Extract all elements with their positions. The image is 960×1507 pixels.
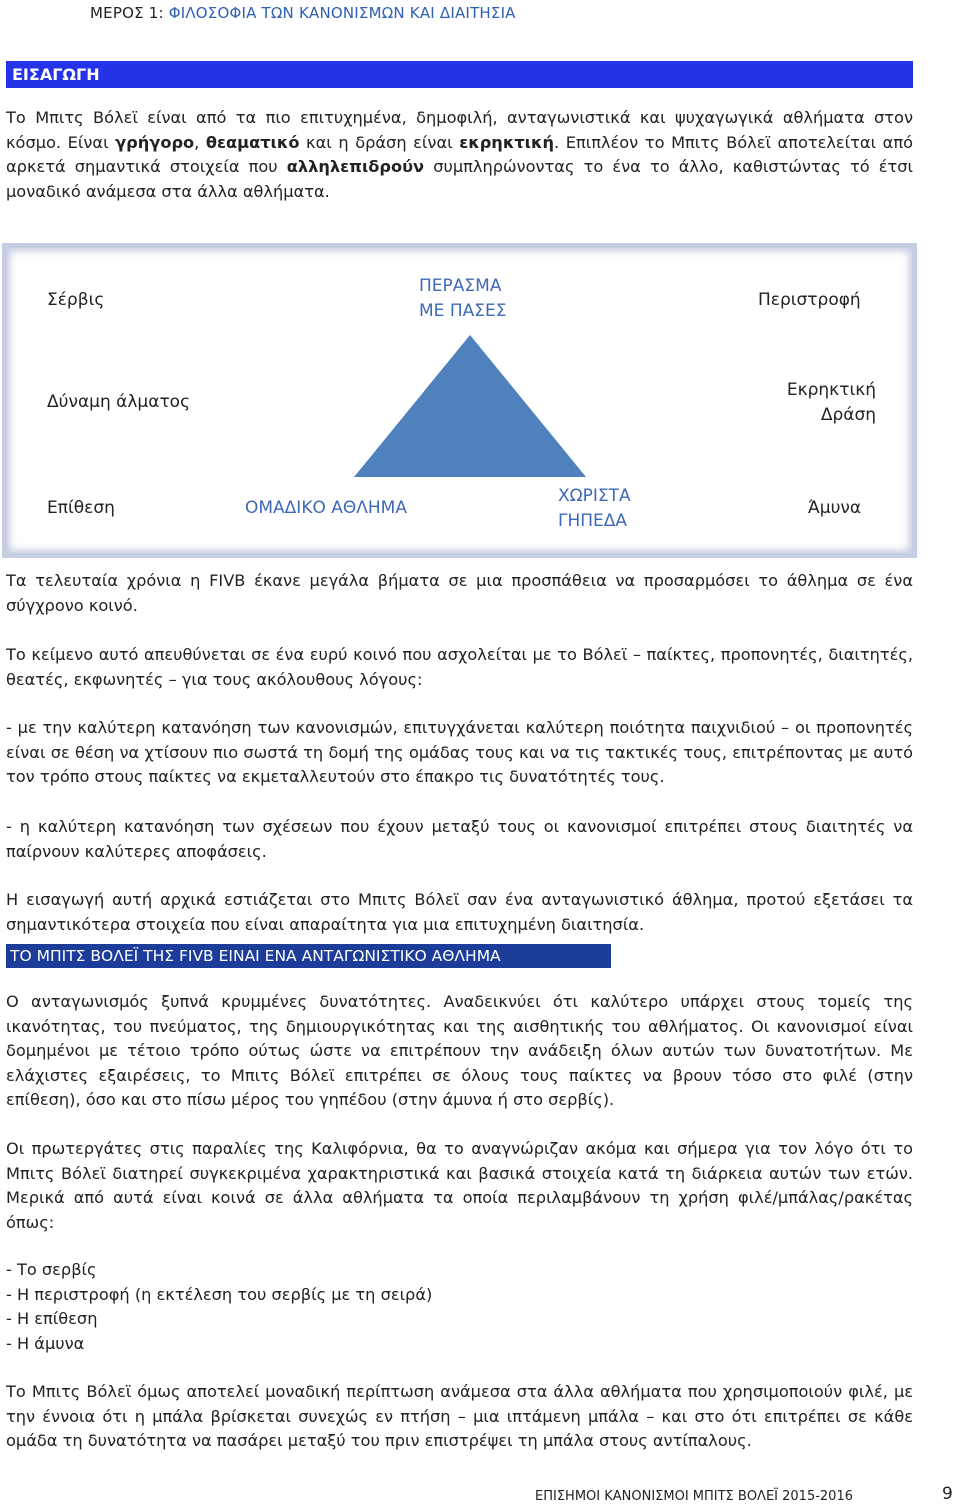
elements-diagram [2,243,917,558]
reason-2-paragraph: - η καλύτερη κατανόηση των σχέσεων που έχουν μεταξύ τους οι κανονισμοί επιτρέπει στους διαιτητές να παίρνουν καλύτερες αποφάσεις. [6,817,913,861]
label-defense: Άμυνα [808,498,862,518]
label-serve: Σέρβις [47,290,105,310]
label-team-sport: ΟΜΑΔΙΚΟ ΑΘΛΗΜΑ [245,498,407,518]
part-label: ΜΕΡΟΣ 1: [90,4,169,22]
label-rotation: Περιστροφή [758,290,861,310]
page-number: 9 [942,1484,953,1504]
label-attack: Επίθεση [47,498,115,518]
pyramid-triangle [352,331,592,481]
section-heading-competitive: ΤΟ ΜΠΙΤΣ ΒΟΛΕΪ ΤΗΣ FIVB ΕΙΝΑΙ ΕΝΑ ΑΝΤΑΓΩΝΙΣΤΙΚΟ ΑΘΛΗΜΑ [6,944,611,968]
list-item: - Η επίθεση [6,1309,98,1328]
fivb-paragraph: Τα τελευταία χρόνια η FIVB έκανε μεγάλα βήματα σε μια προσπάθεια να προσαρμόσει το άθλημα σε ένα σύγχρονο κοινό. [6,571,913,615]
audience-paragraph: Το κείμενο αυτό απευθύνεται σε ένα ευρύ κοινό που ασχολείται με το Βόλεϊ – παίκτες, προπονητές, διαιτητές, θεατές, εκφωνητές – για τους ακόλουθους λόγους: [6,645,913,689]
label-explosive-action: Εκρηκτική Δράση [786,380,876,425]
list-item: - Το σερβίς [6,1260,97,1279]
reason-1-paragraph: - με την καλύτερη κατανόηση των κανονισμών, επιτυγχάνεται καλύτερη ποιότητα παιχνιδιού – οι προπονητές είναι σε θέση να χτίσουν πιο σωστά τη δομή της ομάδας τους και να τις τακτικές τους, επιτρέποντας με αυτό τον τρόπο στους παίκτες να εκμεταλλευτούν στο έπακρο τις δυνατότητές τους. [6,718,913,786]
label-separate-courts: ΧΩΡΙΣΤΑ ΓΗΠΕΔΑ [558,486,631,531]
competition-paragraph: Ο ανταγωνισμός ξυπνά κρυμμένες δυνατότητες. Αναδεικνύει ότι καλύτερο υπάρχει στους τομείς της ικανότητας, του πνεύματος, της δημιουργικότητας και της αισθητικής του αθλήματος. Οι κανονισμοί είναι δομημένοι με τέτοιο τρόπο ούτως ώστε να επιτρέπουν την ανάδειξη όλων αυτών των δυνατοτήτων. Με ελάχιστες εξαιρέσεις, το Μπιτς Βόλεϊ επιτρέπει σε όλους τους παίκτες να βρουν τόσο στο φιλέ (στην επίθεση), όσο και στο πίσω μέρος του γηπέδου (στην άμυνα ή στο σερβίς). [6,992,913,1109]
page-header [90,4,516,22]
focus-paragraph: Η εισαγωγή αυτή αρχικά εστιάζεται στο Μπιτς Βόλεϊ σαν ένα ανταγωνιστικό άθλημα, προτού εξετάσει τα σημαντικότερα στοιχεία που είναι απαραίτητα για μια επιτυχημένη διαιτησία. [6,890,913,934]
elements-list [6,1258,913,1356]
part-title: ΦΙΛΟΣΟΦΙΑ ΤΩΝ ΚΑΝΟΝΙΣΜΩΝ ΚΑΙ ΔΙΑΙΤΗΣΙΑ [168,4,516,22]
footer-title: ΕΠΙΣΗΜΟΙ ΚΑΝΟΝΙΣΜΟΙ ΜΠΙΤΣ ΒΟΛΕΪ 2015-2016 [535,1489,853,1504]
label-jump-power: Δύναμη άλματος [47,392,191,412]
list-item: - Η άμυνα [6,1333,85,1353]
intro-paragraph: Το Μπιτς Βόλεϊ είναι από τα πιο επιτυχημένα, δημοφιλή, ανταγωνιστικά και ψυχαγωγικά αθλήματα στον κόσμο. Είναι γρήγορο, θεαματικό και η δράση είναι εκρηκτική. Επιπλέον το Μπιτς Βόλεϊ αποτελείται από αρκετά σημαντικά στοιχεία που αλληλεπιδρούν συμπληρώνοντας το ένα το άλλο, καθιστώντας τό έτσι μοναδικό ανάμεσα στα άλλα αθλήματα. [6,108,913,201]
label-passing: ΠΕΡΑΣΜΑ ΜΕ ΠΑΣΕΣ [419,276,507,321]
list-item: - Η περιστροφή (η εκτέλεση του σερβίς με τη σειρά) [6,1284,433,1304]
section-heading-intro: ΕΙΣΑΓΩΓΗ [6,61,913,88]
pioneers-paragraph: Οι πρωτεργάτες στις παραλίες της Καλιφόρνια, θα το αναγνώριζαν ακόμα και σήμερα για τον λόγο ότι το Μπιτς Βόλεϊ διατηρεί συγκεκριμένα χαρακτηριστικά και βασικά στοιχεία κατά τη διάρκεια αυτών των ετών. Μερικά από αυτά είναι κοινά σε άλλα αθλήματα τα οποία περιλαμβάνουν τη χρήση φιλέ/μπάλας/ρακέτας όπως: [6,1139,913,1232]
unique-paragraph: Το Μπιτς Βόλεϊ όμως αποτελεί μοναδική περίπτωση ανάμεσα στα άλλα αθλήματα που χρησιμοποιούν φιλέ, με την έννοια ότι η μπάλα βρίσκεται συνεχώς εν πτήση – μια ιπτάμενη μπάλα – και στο ότι επιτρέπει σε κάθε ομάδα τη δυνατότητα να πασάρει μεταξύ του πριν επιστρέψει τη μπάλα στους αντίπαλους. [6,1382,913,1450]
